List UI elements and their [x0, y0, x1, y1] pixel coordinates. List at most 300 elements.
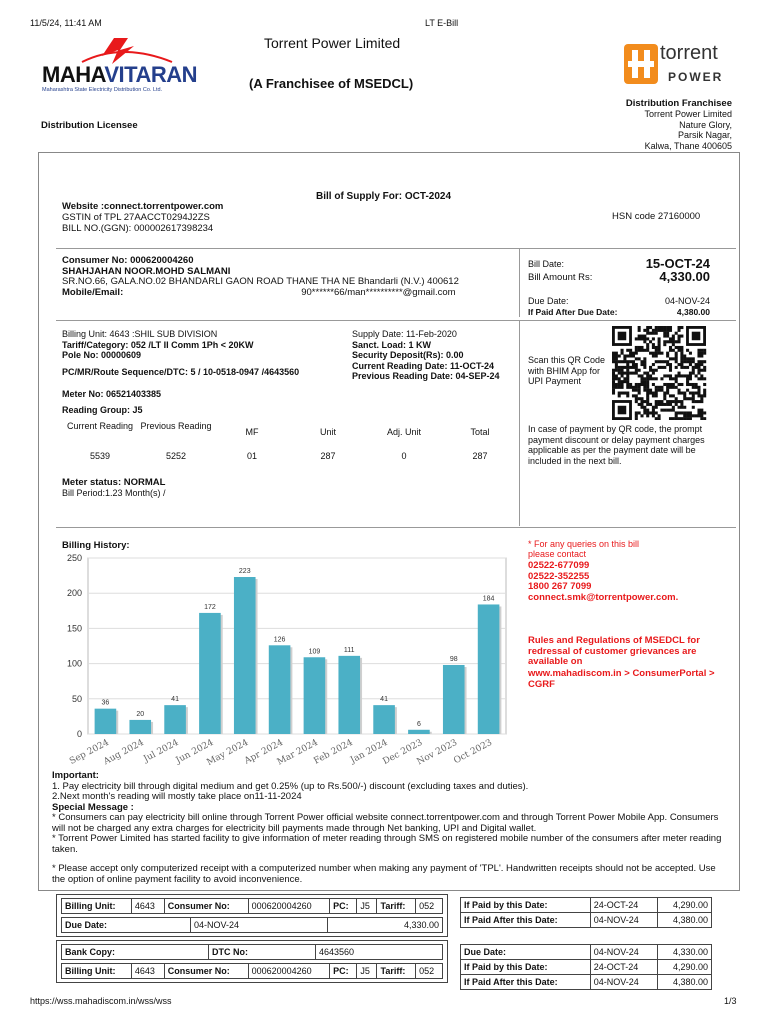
- qr-module: [652, 372, 655, 375]
- qr-module: [678, 326, 681, 329]
- qr-module: [658, 386, 661, 389]
- slip-payment-label: If Paid After this Date:: [461, 913, 591, 928]
- qr-module: [666, 332, 669, 335]
- qr-module: [680, 354, 683, 357]
- bill-period: Bill Period:1.23 Month(s) /: [62, 488, 166, 498]
- qr-module: [675, 397, 678, 400]
- consumer-block: [62, 256, 522, 298]
- qr-module: [703, 366, 706, 369]
- special-title: Special Message :: [52, 801, 134, 813]
- qr-module: [652, 352, 655, 355]
- qr-module: [669, 417, 672, 420]
- qr-module: [638, 403, 641, 406]
- qr-module: [700, 409, 703, 412]
- company-name: Torrent Power Limited: [264, 35, 401, 51]
- qr-module: [692, 414, 695, 417]
- qr-module: [669, 366, 672, 369]
- qr-module: [632, 389, 635, 392]
- qr-module: [626, 386, 629, 389]
- qr-module: [678, 329, 681, 332]
- qr-module: [666, 386, 669, 389]
- logo-tagline: Maharashtra State Electricity Distribution Co. Ltd.: [42, 87, 163, 93]
- qr-module: [697, 366, 700, 369]
- phone-3[interactable]: 1800 267 7099: [528, 581, 592, 592]
- qr-module: [658, 346, 661, 349]
- qr-module: [697, 377, 700, 380]
- qr-module: [618, 394, 621, 397]
- qr-module: [680, 392, 683, 395]
- qr-module: [695, 392, 698, 395]
- meter-number: Meter No: 06521403385: [62, 389, 162, 399]
- qr-module: [686, 380, 689, 383]
- qr-module: [640, 380, 643, 383]
- qr-module: [666, 392, 669, 395]
- qr-module: [652, 369, 655, 372]
- qr-module: [689, 360, 692, 363]
- qr-module: [629, 349, 632, 352]
- y-tick-label: 100: [66, 658, 82, 669]
- qr-module: [686, 414, 689, 417]
- qr-module: [695, 400, 698, 403]
- bar-value-label: 41: [171, 696, 179, 704]
- readings-value: 287: [472, 451, 488, 461]
- qr-module: [680, 411, 683, 414]
- qr-module: [703, 392, 706, 395]
- x-tick-label: Mar 2024: [275, 737, 320, 768]
- qr-module: [669, 329, 672, 332]
- qr-module: [623, 377, 626, 380]
- qr-module: [621, 386, 624, 389]
- qr-module: [655, 394, 658, 397]
- readings-header: Total: [470, 427, 490, 437]
- qr-module: [652, 337, 655, 340]
- qr-module: [658, 326, 661, 329]
- slip-payment-amount: 4,290.00: [657, 898, 711, 913]
- qr-module: [623, 366, 626, 369]
- consumer-number: Consumer No: 000620004260: [62, 255, 194, 266]
- qr-module: [703, 389, 706, 392]
- supply-details: [352, 329, 512, 382]
- chart-title: Billing History:: [62, 540, 130, 551]
- qr-module: [692, 397, 695, 400]
- qr-module: [689, 372, 692, 375]
- qr-module: [683, 414, 686, 417]
- slip-payment-label: If Paid After this Date:: [461, 975, 591, 990]
- x-tick-label: Sep 2024: [68, 737, 111, 767]
- qr-module: [649, 340, 652, 343]
- qr-module: [635, 369, 638, 372]
- qr-module: [638, 369, 641, 372]
- qr-module: [615, 354, 618, 357]
- qr-module: [663, 394, 666, 397]
- slip-payment-amount: 4,330.00: [657, 945, 711, 960]
- qr-module: [626, 354, 629, 357]
- qr-module: [675, 357, 678, 360]
- phone-2[interactable]: 02522-352255: [528, 570, 590, 582]
- qr-module: [649, 389, 652, 392]
- qr-module: [692, 369, 695, 372]
- qr-module: [655, 326, 658, 329]
- qr-module: [680, 403, 683, 406]
- bar: [443, 665, 465, 734]
- qr-module: [669, 357, 672, 360]
- bar: [373, 705, 395, 734]
- qr-module: [686, 383, 689, 386]
- qr-module: [640, 414, 643, 417]
- payment-slip-1: [56, 894, 448, 937]
- qr-module: [660, 326, 663, 329]
- qr-module: [663, 374, 666, 377]
- qr-module: [638, 337, 641, 340]
- contact-email[interactable]: connect.smk@torrentpower.com.: [528, 591, 679, 603]
- qr-module: [618, 377, 621, 380]
- qr-module: [652, 377, 655, 380]
- qr-module: [669, 340, 672, 343]
- qr-module: [686, 411, 689, 414]
- qr-module: [618, 386, 621, 389]
- y-tick-label: 200: [66, 588, 82, 599]
- supply-date: Supply Date: 11-Feb-2020: [352, 329, 457, 339]
- qr-module: [703, 394, 706, 397]
- qr-module: [680, 417, 683, 420]
- x-tick-label: Jun 2024: [174, 737, 216, 766]
- qr-module: [626, 377, 629, 380]
- qr-module: [626, 383, 629, 386]
- qr-module: [663, 340, 666, 343]
- slip-consumer-label: Consumer No:: [164, 899, 248, 914]
- qr-module: [646, 389, 649, 392]
- qr-module: [649, 377, 652, 380]
- qr-module: [629, 372, 632, 375]
- readings-header: MF: [245, 427, 259, 437]
- qr-module: [638, 411, 641, 414]
- qr-module: [638, 346, 641, 349]
- slip-consumer: 000620004260: [248, 964, 330, 979]
- important-block: [52, 771, 728, 885]
- qr-module: [692, 386, 695, 389]
- qr-module: [618, 360, 621, 363]
- bank-copy: Bank Copy:: [62, 945, 209, 960]
- qr-module: [692, 372, 695, 375]
- qr-module: [683, 417, 686, 420]
- qr-module: [655, 352, 658, 355]
- qr-module: [660, 400, 663, 403]
- qr-module: [700, 354, 703, 357]
- qr-module: [683, 406, 686, 409]
- bar-value-label: 41: [380, 696, 388, 704]
- qr-module: [655, 400, 658, 403]
- qr-module: [660, 360, 663, 363]
- qr-module: [621, 392, 624, 395]
- qr-module: [635, 349, 638, 352]
- readings-header: Previous Reading: [140, 421, 212, 431]
- qr-module: [689, 392, 692, 395]
- qr-module: [626, 366, 629, 369]
- logo-power: POWER: [668, 70, 724, 84]
- qr-module: [686, 349, 689, 352]
- slip-payment-label: Due Date:: [461, 945, 591, 960]
- qr-module: [660, 389, 663, 392]
- sanct-load: Sanct. Load: 1 KW: [352, 339, 432, 350]
- qr-module: [697, 392, 700, 395]
- qr-module: [643, 411, 646, 414]
- qr-module: [658, 414, 661, 417]
- qr-module: [646, 346, 649, 349]
- qr-module: [612, 357, 615, 360]
- qr-module: [703, 383, 706, 386]
- qr-module: [669, 346, 672, 349]
- slip-billing-unit-label: Billing Unit:: [62, 899, 132, 914]
- consumer-name: SHAHJAHAN NOOR.MOHD SALMANI: [62, 265, 231, 277]
- qr-module: [703, 369, 706, 372]
- x-tick-label: Oct 2023: [452, 737, 494, 767]
- qr-module: [655, 332, 658, 335]
- franchisee-address: [644, 109, 732, 151]
- qr-module: [658, 360, 661, 363]
- bar-value-label: 98: [449, 656, 458, 664]
- qr-module: [649, 411, 652, 414]
- x-tick-label: Jan 2024: [348, 737, 390, 766]
- qr-module: [612, 369, 615, 372]
- qr-module: [666, 363, 669, 366]
- qr-module: [666, 389, 669, 392]
- qr-module: [680, 349, 683, 352]
- qr-module: [669, 394, 672, 397]
- qr-module: [640, 335, 643, 338]
- qr-scan-text: Scan this QR Code with BHIM App for UPI Payment: [528, 355, 606, 386]
- qr-module: [643, 357, 646, 360]
- phone-1[interactable]: 02522-677099: [528, 560, 590, 571]
- qr-module: [669, 403, 672, 406]
- qr-module: [663, 343, 666, 346]
- qr-module: [640, 349, 643, 352]
- slip-1-right: [460, 897, 712, 928]
- qr-module: [646, 332, 649, 335]
- qr-module: [635, 372, 638, 375]
- qr-module: [675, 366, 678, 369]
- important-title: Important:: [52, 770, 99, 781]
- bar-value-label: 172: [204, 603, 216, 611]
- slip-payment-amount: 4,380.00: [657, 913, 711, 928]
- qr-module: [646, 377, 649, 380]
- qr-module: [669, 374, 672, 377]
- rules-link[interactable]: www.mahadiscom.in > ConsumerPortal > CGRF: [528, 668, 715, 690]
- qr-module: [652, 394, 655, 397]
- slip-payment-label: If Paid by this Date:: [461, 898, 591, 913]
- footer-url[interactable]: https://wss.mahadiscom.in/wss/wss: [30, 996, 172, 1006]
- qr-module: [646, 329, 649, 332]
- qr-module: [643, 377, 646, 380]
- qr-module: [692, 357, 695, 360]
- qr-module: [697, 411, 700, 414]
- qr-module: [678, 335, 681, 338]
- qr-module: [697, 360, 700, 363]
- qr-module: [697, 386, 700, 389]
- qr-module: [643, 386, 646, 389]
- qr-module: [618, 366, 621, 369]
- slip-pc-label: PC:: [330, 899, 357, 914]
- qr-module: [669, 409, 672, 412]
- qr-module: [640, 377, 643, 380]
- qr-module: [655, 389, 658, 392]
- qr-module: [680, 360, 683, 363]
- qr-module: [618, 354, 621, 357]
- qr-module: [697, 352, 700, 355]
- qr-module: [680, 357, 683, 360]
- qr-module: [621, 383, 624, 386]
- qr-module: [655, 406, 658, 409]
- slip-payment-label: If Paid by this Date:: [461, 960, 591, 975]
- qr-module: [675, 417, 678, 420]
- qr-module: [618, 372, 621, 375]
- qr-module: [646, 397, 649, 400]
- meter-status: Meter status: NORMAL: [62, 477, 166, 488]
- qr-module: [686, 366, 689, 369]
- qr-module: [623, 380, 626, 383]
- qr-module: [675, 414, 678, 417]
- qr-module: [663, 332, 666, 335]
- qr-module: [678, 406, 681, 409]
- qr-module: [646, 400, 649, 403]
- qr-module: [640, 400, 643, 403]
- qr-module: [678, 417, 681, 420]
- qr-module: [655, 392, 658, 395]
- qr-module: [660, 409, 663, 412]
- important-line: 1. Pay electricity bill through digital medium and get 0.25% (up to Rs.500/-) discount (excluding taxes and duties).: [52, 780, 529, 792]
- bar: [234, 577, 256, 734]
- qr-module: [666, 403, 669, 406]
- qr-module: [680, 346, 683, 349]
- address-line: Torrent Power Limited: [644, 109, 732, 119]
- qr-module: [640, 403, 643, 406]
- slip-due: 04-NOV-24: [191, 918, 328, 933]
- qr-module: [638, 389, 641, 392]
- qr-module: [615, 383, 618, 386]
- franchisee-line: (A Franchisee of MSEDCL): [249, 76, 414, 91]
- qr-module: [695, 414, 698, 417]
- qr-module: [683, 394, 686, 397]
- x-tick-label: May 2024: [205, 737, 251, 768]
- qr-module: [695, 386, 698, 389]
- qr-module: [612, 360, 615, 363]
- qr-module: [635, 363, 638, 366]
- qr-module: [646, 383, 649, 386]
- qr-module: [672, 400, 675, 403]
- qr-module: [663, 409, 666, 412]
- qr-module: [638, 357, 641, 360]
- qr-module: [629, 366, 632, 369]
- hsn-code: HSN code 27160000: [612, 211, 701, 222]
- qr-module: [689, 357, 692, 360]
- address-line: Kalwa, Thane 400605: [644, 140, 732, 151]
- qr-module: [697, 349, 700, 352]
- qr-module: [675, 403, 678, 406]
- qr-module: [689, 352, 692, 355]
- qr-module: [666, 409, 669, 412]
- slip-pc: J5: [357, 899, 377, 914]
- previous-reading-date: Previous Reading Date: 04-SEP-24: [352, 371, 500, 381]
- torrent-mark-icon: [624, 44, 658, 84]
- qr-module: [632, 363, 635, 366]
- qr-module: [638, 374, 641, 377]
- qr-module: [632, 352, 635, 355]
- qr-module: [697, 354, 700, 357]
- bar-value-label: 111: [343, 646, 355, 654]
- qr-module: [643, 349, 646, 352]
- x-tick-label: Jul 2024: [142, 737, 181, 765]
- qr-module: [635, 414, 638, 417]
- qr-module: [615, 369, 618, 372]
- upi-qr-code[interactable]: [608, 326, 710, 420]
- qr-module: [678, 392, 681, 395]
- qr-module: [692, 394, 695, 397]
- qr-finder: [692, 332, 701, 341]
- qr-module: [683, 366, 686, 369]
- bar-value-label: 184: [482, 595, 495, 603]
- qr-module: [663, 329, 666, 332]
- slip-billing-unit: 4643: [131, 964, 164, 979]
- qr-module: [678, 337, 681, 340]
- qr-module: [666, 360, 669, 363]
- slip-tariff: 052: [416, 899, 443, 914]
- qr-module: [700, 360, 703, 363]
- qr-module: [695, 374, 698, 377]
- readings-value: 0: [401, 451, 407, 461]
- qr-module: [658, 337, 661, 340]
- qr-module: [703, 349, 706, 352]
- qr-module: [612, 389, 615, 392]
- qr-module: [678, 383, 681, 386]
- qr-module: [666, 326, 669, 329]
- qr-module: [660, 403, 663, 406]
- qr-module: [640, 360, 643, 363]
- qr-module: [655, 417, 658, 420]
- qr-module: [649, 369, 652, 372]
- qr-module: [697, 389, 700, 392]
- qr-module: [626, 374, 629, 377]
- bar-value-label: 20: [136, 710, 145, 718]
- slip-payment-row: [461, 945, 712, 960]
- qr-module: [646, 343, 649, 346]
- payment-slip-2: [56, 940, 448, 983]
- qr-module: [655, 403, 658, 406]
- slip-2-right: [460, 944, 712, 990]
- qr-module: [672, 409, 675, 412]
- qr-module: [646, 394, 649, 397]
- readings-value: 5252: [165, 451, 187, 461]
- qr-module: [678, 349, 681, 352]
- qr-module: [700, 363, 703, 366]
- qr-module: [658, 349, 661, 352]
- qr-module: [669, 383, 672, 386]
- bill-title: Bill of Supply For: OCT-2024: [316, 191, 452, 202]
- bill-ids: [62, 201, 223, 234]
- qr-module: [635, 337, 638, 340]
- qr-module: [652, 354, 655, 357]
- qr-module: [700, 414, 703, 417]
- qr-module: [697, 394, 700, 397]
- qr-module: [686, 374, 689, 377]
- qr-module: [640, 383, 643, 386]
- qr-module: [643, 335, 646, 338]
- mahavitaran-logo: [42, 36, 212, 96]
- qr-module: [672, 417, 675, 420]
- qr-module: [660, 366, 663, 369]
- qr-module: [632, 366, 635, 369]
- qr-module: [658, 389, 661, 392]
- qr-module: [635, 417, 638, 420]
- bill-date: 15-OCT-24: [645, 256, 710, 271]
